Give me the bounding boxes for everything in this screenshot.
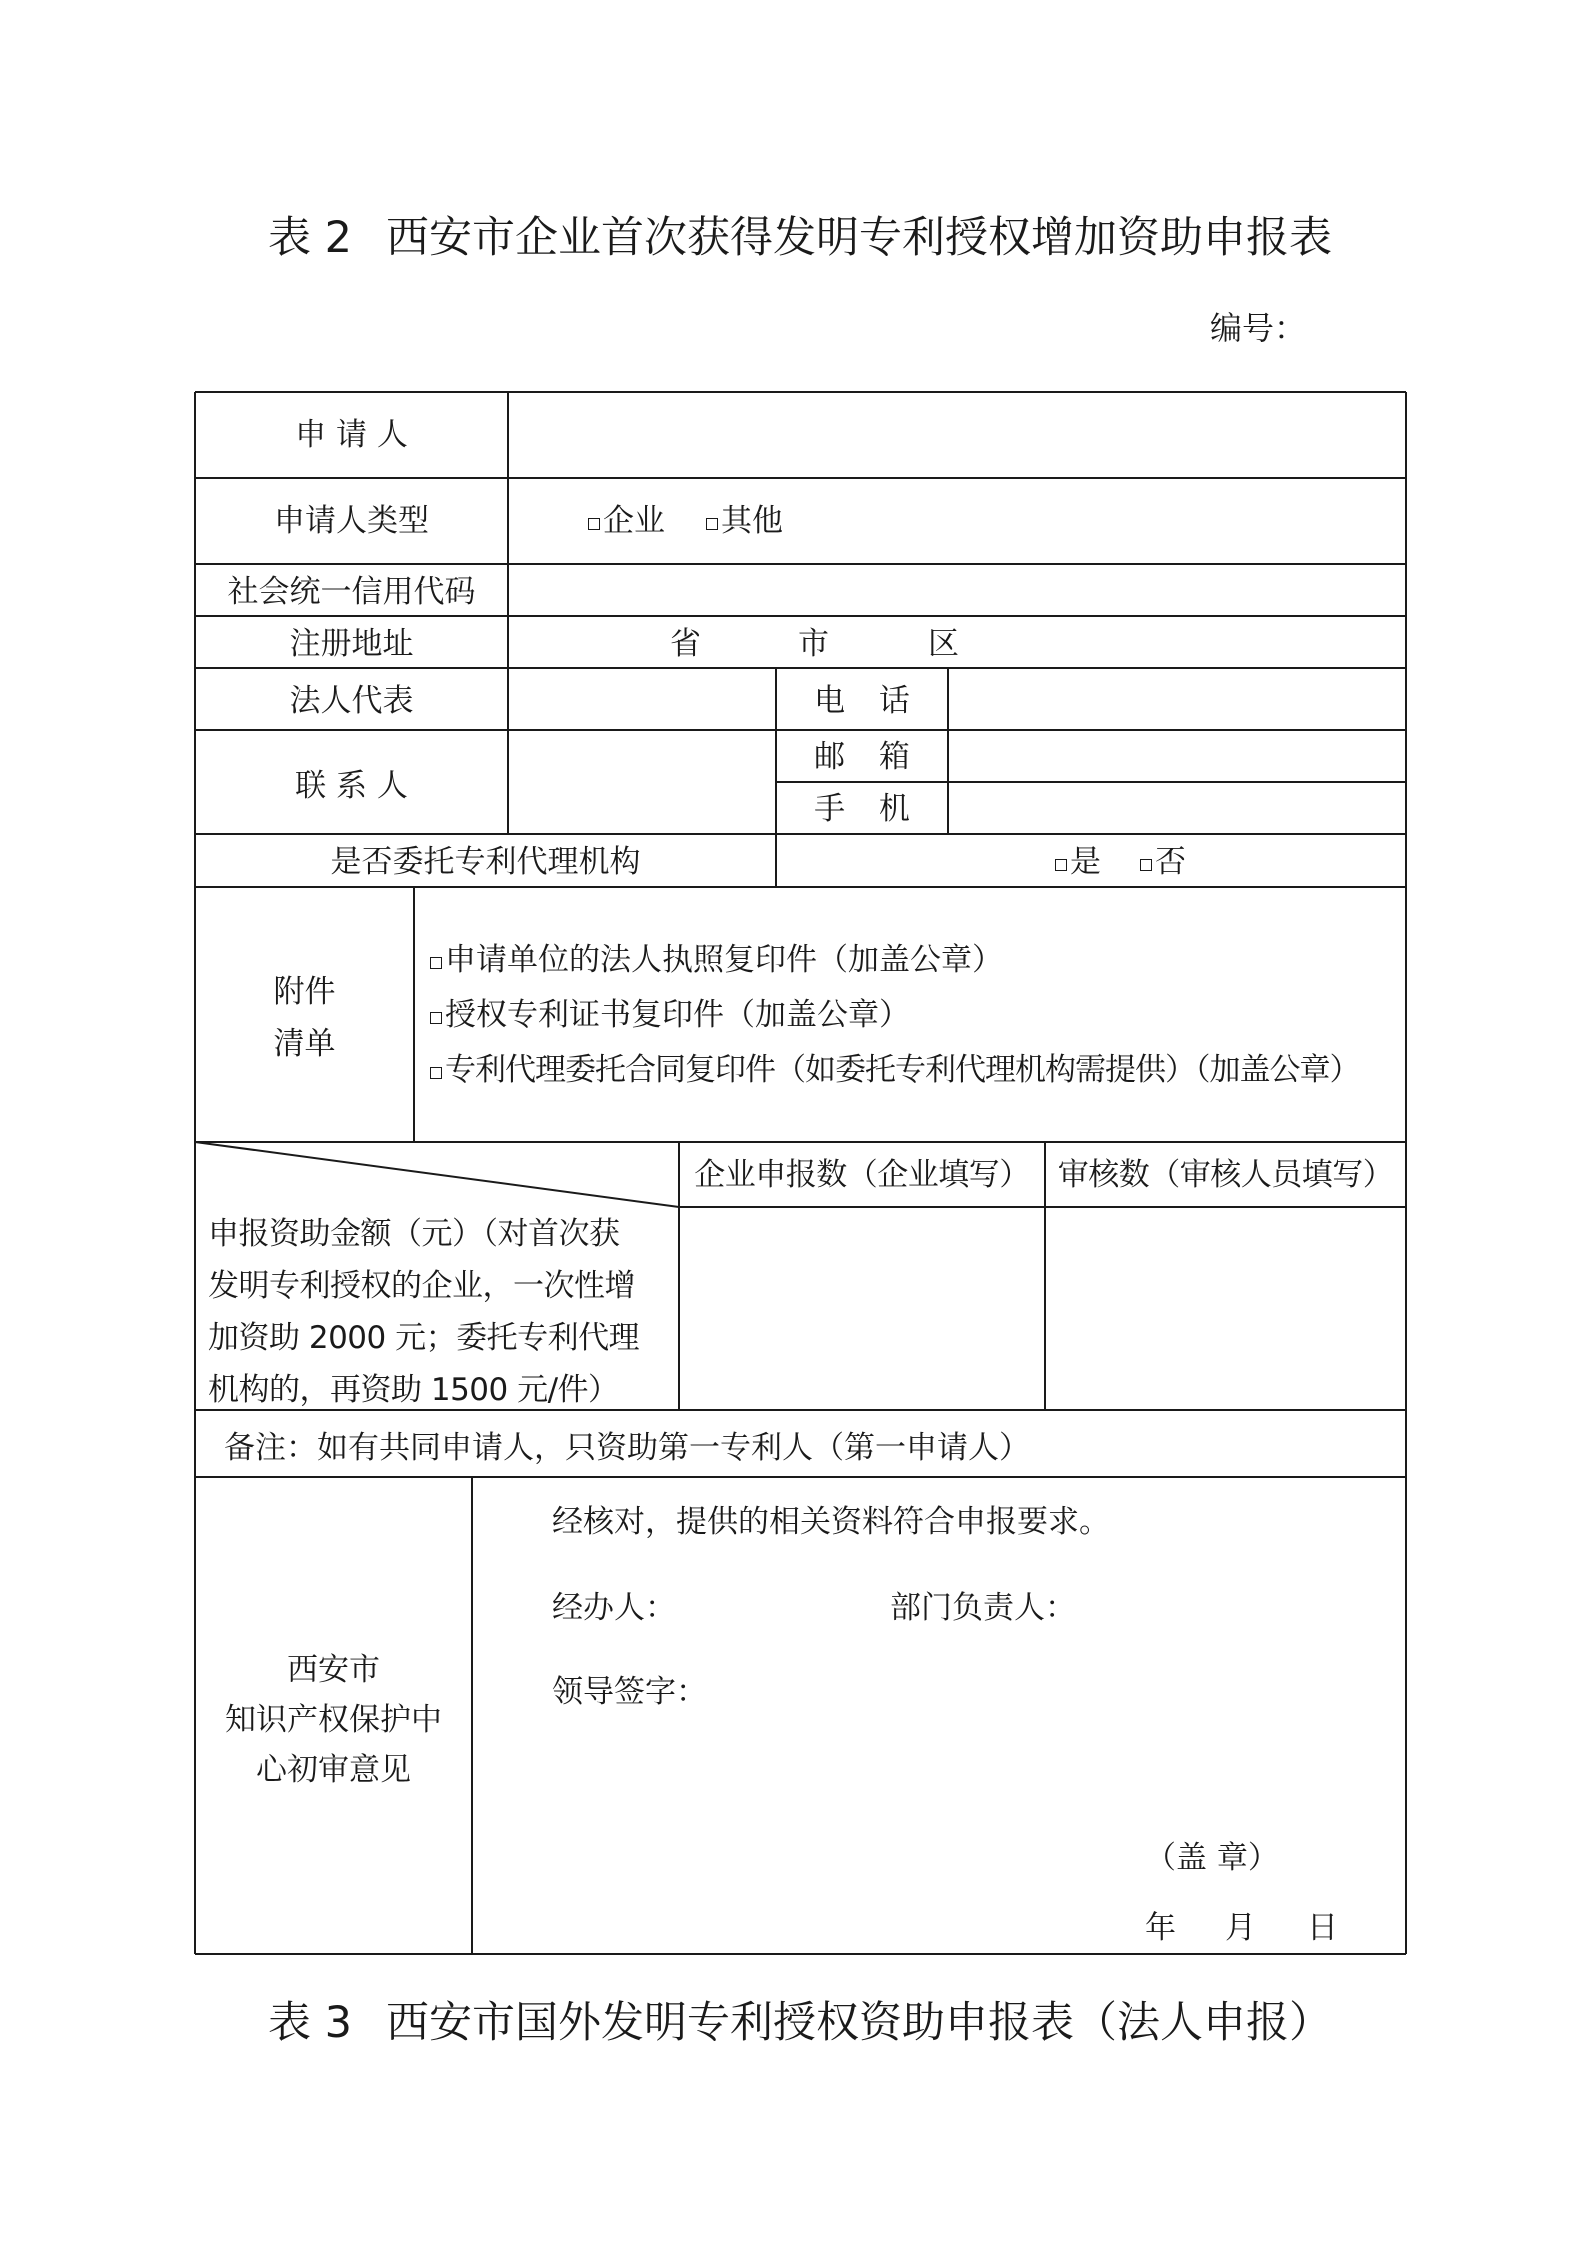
handler-label: 经办人：: [552, 1590, 676, 1626]
review-amount-field[interactable]: [1045, 1207, 1406, 1410]
type-option-other[interactable]: 其他: [706, 501, 783, 541]
checkbox-icon: [706, 518, 718, 530]
checkbox-icon: [430, 1067, 442, 1079]
checkbox-icon: [1055, 859, 1067, 871]
amount-desc-line-3: 加资助 2000 元；委托专利代理: [208, 1320, 640, 1356]
table2-title-text: 西安市企业首次获得发明专利授权增加资助申报表: [386, 213, 1332, 263]
company-amount-field[interactable]: [679, 1207, 1045, 1410]
address-province: 省: [670, 626, 701, 662]
email-label: 邮 箱: [814, 739, 910, 775]
table2-title: [268, 205, 1368, 271]
review-statement: 经核对，提供的相关资料符合申报要求。: [552, 1504, 1110, 1540]
col-review-header: 审核数（审核人员填写）: [1057, 1157, 1394, 1193]
address-label: 注册地址: [289, 626, 414, 662]
review-label-line-1: 西安市: [287, 1652, 380, 1688]
serial-number-label: 编号：: [1210, 309, 1307, 347]
review-label-line-2: 知识产权保护中: [225, 1702, 442, 1738]
applicant-label: 申 请 人: [295, 417, 408, 453]
table3-number: 表 3: [268, 1998, 353, 2048]
amount-desc-line-1: 申报资助金额（元）（对首次获: [208, 1216, 620, 1252]
address-city: 市: [798, 626, 829, 662]
email-field[interactable]: [948, 730, 1406, 782]
type-option-enterprise[interactable]: 企业: [588, 501, 665, 541]
mobile-label: 手 机: [814, 791, 910, 827]
date-day: 日: [1307, 1910, 1338, 1946]
contact-label: 联 系 人: [295, 768, 408, 804]
table2-number: 表 2: [268, 213, 353, 263]
phone-label: 电 话: [814, 683, 910, 719]
amount-desc-line-4: 机构的，再资助 1500 元/件）: [208, 1372, 619, 1408]
review-label-line-3: 心初审意见: [256, 1752, 411, 1788]
checkbox-icon: [1140, 859, 1152, 871]
mobile-field[interactable]: [948, 782, 1406, 834]
amount-desc-line-2: 发明专利授权的企业，一次性增: [208, 1268, 635, 1304]
table3-title: [268, 1990, 1368, 2056]
checkbox-icon: [430, 957, 442, 969]
attachment-item-1[interactable]: 申请单位的法人执照复印件（加盖公章）: [430, 940, 1003, 980]
checkbox-icon: [588, 518, 600, 530]
agency-option-no[interactable]: 否: [1140, 842, 1186, 882]
credit-code-field[interactable]: [508, 564, 1406, 616]
dept-head-label: 部门负责人：: [890, 1590, 1076, 1626]
date-year: 年: [1145, 1910, 1176, 1946]
attachment-item-3[interactable]: 专利代理委托合同复印件（如委托专利代理机构需提供）（加盖公章）: [430, 1050, 1360, 1090]
legal-rep-label: 法人代表: [289, 683, 414, 719]
attachments-label-2: 清单: [273, 1026, 336, 1062]
col-company-header: 企业申报数（企业填写）: [694, 1157, 1030, 1193]
table3-title-text: 西安市国外发明专利授权资助申报表（法人申报）: [386, 1998, 1332, 2048]
contact-field[interactable]: [508, 730, 776, 834]
leader-sign-label: 领导签字：: [552, 1674, 707, 1710]
credit-code-label: 社会统一信用代码: [227, 574, 476, 610]
attachments-label-1: 附件: [273, 974, 336, 1010]
attachment-item-2[interactable]: 授权专利证书复印件（加盖公章）: [430, 995, 910, 1035]
remark-text: 备注：如有共同申请人，只资助第一专利人（第一申请人）: [224, 1430, 1030, 1466]
address-district: 区: [928, 626, 959, 662]
seal-label: （盖 章）: [1145, 1840, 1279, 1876]
date-month: 月: [1225, 1910, 1256, 1946]
agency-option-yes[interactable]: 是: [1055, 842, 1101, 882]
legal-rep-field[interactable]: [508, 668, 776, 730]
phone-field[interactable]: [948, 668, 1406, 730]
applicant-type-label: 申请人类型: [274, 503, 429, 539]
applicant-field[interactable]: [508, 392, 1406, 478]
checkbox-icon: [430, 1012, 442, 1024]
agency-question-label: 是否委托专利代理机构: [330, 844, 641, 880]
